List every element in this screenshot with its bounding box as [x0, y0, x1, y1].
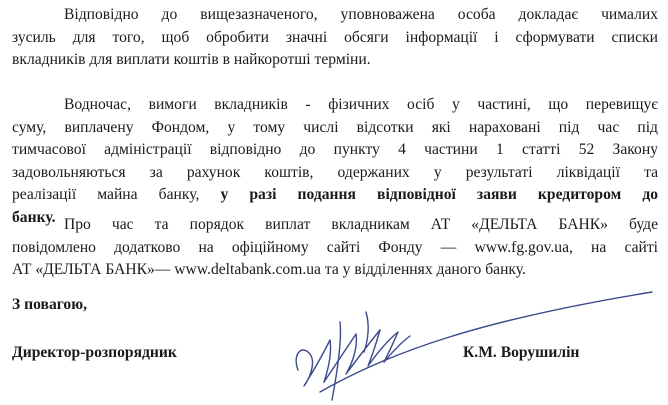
text-line: зусиль для того, щоб обробити значні обсяги інформації і сформувати списки — [12, 28, 658, 46]
text-line: Про час та порядок виплат вкладникам АТ «ДЕЛЬТА БАНК» буде — [64, 216, 658, 233]
text-line-mixed — [12, 184, 658, 207]
text-line: повідомлено додатково на офіційному сайті Фонду — www.fg.gov.ua, на сайті — [12, 238, 658, 256]
signatory-name: К.М. Ворушилін — [463, 344, 580, 361]
closing-salutation: З повагою, — [12, 296, 88, 313]
paragraph-payment-notice — [12, 214, 658, 282]
bold-condition-text-end: банку. — [12, 208, 56, 226]
text-line: Водночас, вимоги вкладників - фізичних осіб у частині, що перевищує — [64, 96, 658, 113]
text-line: суму, виплачену Фондом, у тому числі відсотки які нараховані під час під — [12, 118, 658, 136]
text-line: задовольняються за рахунок коштів, одержаних у результаті ліквідації та — [12, 163, 658, 181]
text-segment: реалізації майна банку, — [12, 186, 200, 204]
bold-condition-text: у разі подання відповідної заяви кредитором до — [220, 186, 659, 204]
signatory-role: Директор-розпорядник — [12, 344, 177, 361]
paragraph-efforts — [12, 4, 658, 72]
text-line: вкладників для виплати коштів в найкоротші терміни. — [12, 51, 371, 69]
text-line: тимчасової адміністрації відповідно до пункту 4 частини 1 статті 52 Закону — [12, 141, 658, 159]
paragraph-depositor-claims — [12, 94, 658, 230]
text-line: Відповідно до вищезазначеного, уповноважена особа докладає чималих — [64, 6, 658, 23]
text-line: АТ «ДЕЛЬТА БАНК»— www.deltabank.com.ua та у відділеннях даного банку. — [12, 261, 526, 279]
